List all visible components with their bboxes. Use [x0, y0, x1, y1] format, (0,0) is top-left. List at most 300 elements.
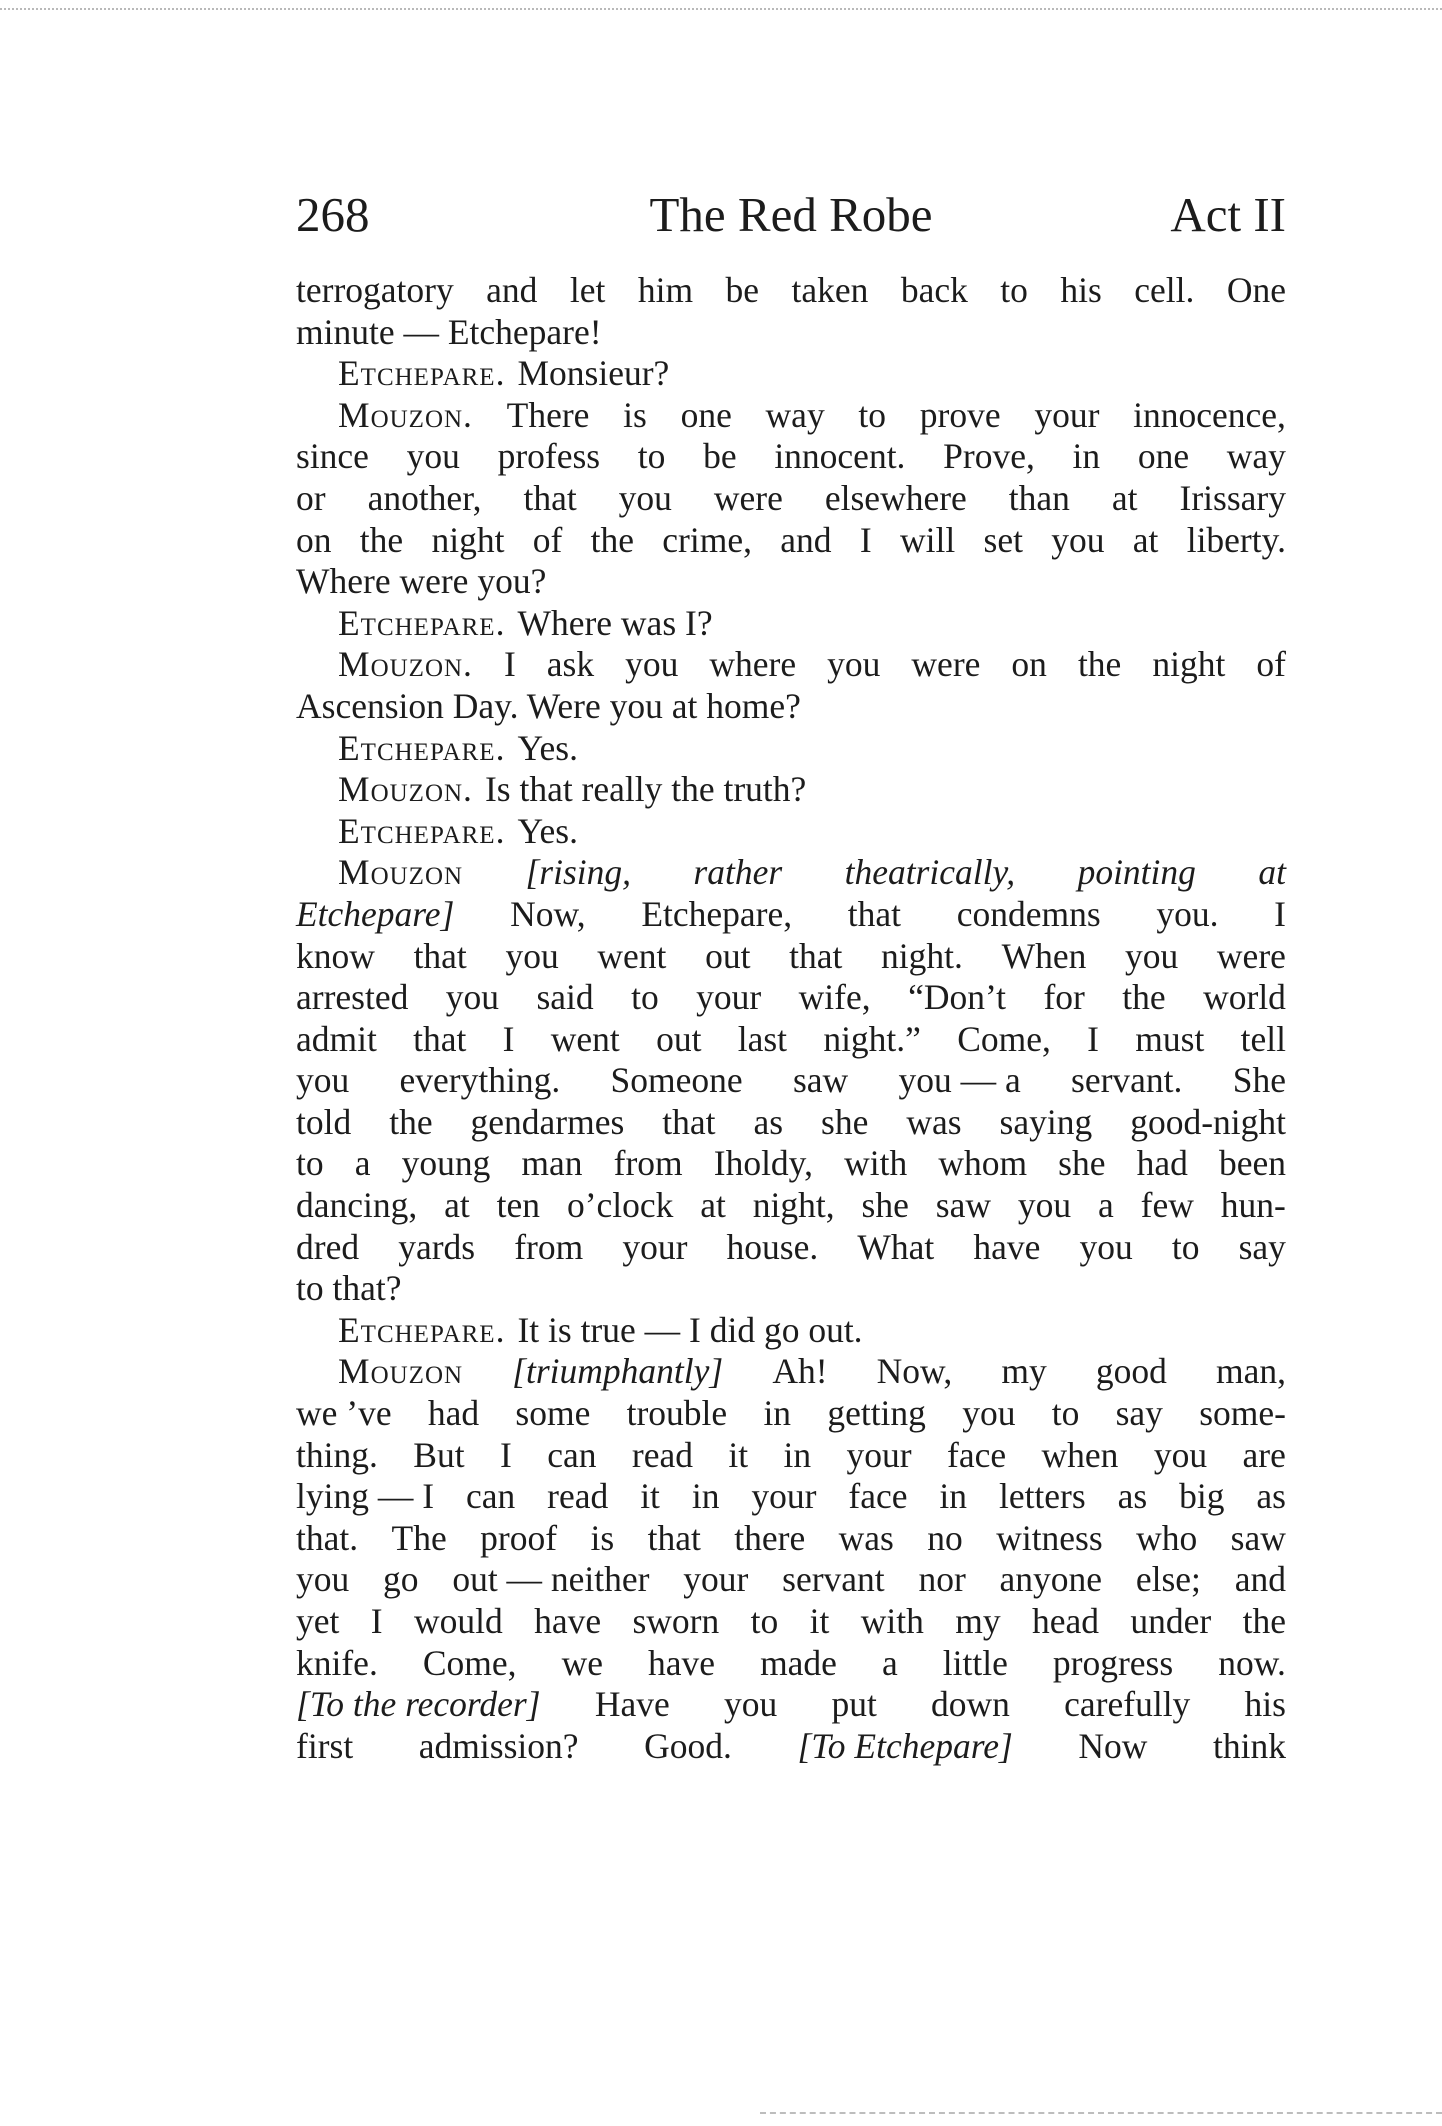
text-segment: a	[1098, 1185, 1114, 1226]
text-segment: I	[859, 519, 872, 560]
text-segment: you	[1051, 519, 1105, 560]
text-segment: saw	[1230, 1517, 1286, 1558]
text-segment: Prove,	[943, 436, 1035, 477]
text-segment: your	[696, 977, 762, 1018]
text-segment: Irissary	[1179, 477, 1286, 518]
text-segment: you	[618, 477, 672, 518]
text-segment: is	[623, 394, 647, 435]
book-title: The Red Robe	[649, 187, 933, 242]
text-segment: I	[370, 1601, 383, 1641]
text-segment: is	[590, 1517, 615, 1558]
text-segment: have	[973, 1226, 1041, 1267]
text-segment: will	[899, 519, 956, 560]
text-segment: witness	[996, 1517, 1103, 1558]
text-line	[296, 1726, 1286, 1768]
text-segment: you	[406, 436, 460, 477]
text-segment: and	[780, 519, 832, 560]
text-segment: had	[427, 1393, 480, 1434]
text-segment: tell	[1240, 1018, 1286, 1059]
text-segment: where	[709, 644, 797, 685]
text-segment: at	[444, 1185, 470, 1226]
text-segment: to	[296, 1143, 324, 1184]
text-segment: the	[359, 519, 404, 560]
text-segment: and	[1234, 1559, 1286, 1600]
text-line	[296, 1351, 1286, 1393]
text-line	[296, 811, 1286, 853]
speaker-name: Mouzon	[338, 852, 464, 893]
text-segment: What	[857, 1226, 935, 1267]
text-segment: you	[1125, 935, 1179, 976]
stage-direction: [To the recorder]	[296, 1684, 541, 1725]
text-segment: I	[1087, 1018, 1099, 1059]
text-segment: we ’ve	[296, 1393, 392, 1434]
text-segment: was	[906, 1101, 962, 1142]
text-line	[296, 1393, 1286, 1435]
text-segment: you	[296, 1060, 350, 1101]
text-segment: thing.	[296, 1434, 378, 1475]
text-segment: taken	[791, 270, 869, 310]
stage-direction: at	[1258, 852, 1286, 893]
text-segment: Someone	[610, 1060, 743, 1101]
text-segment: Ascension Day. Were you at home?	[296, 685, 801, 726]
text-segment: a	[354, 1143, 371, 1184]
text-segment: at	[1111, 477, 1138, 518]
speaker-name: Mouzon.	[338, 394, 473, 435]
text-segment: But	[413, 1434, 465, 1475]
text-segment: under	[1130, 1601, 1212, 1641]
text-segment: cell.	[1134, 270, 1195, 310]
text-segment: say	[1238, 1226, 1286, 1267]
text-segment: admission?	[418, 1725, 579, 1766]
text-segment: Etchepare,	[641, 893, 793, 934]
text-segment: minute — Etchepare!	[296, 311, 602, 352]
text-line	[296, 769, 1286, 811]
text-segment: back	[900, 270, 968, 310]
text-segment: to	[1171, 1226, 1200, 1267]
text-segment: from	[613, 1143, 683, 1184]
text-segment: night	[1152, 644, 1226, 685]
text-segment: Come,	[422, 1642, 517, 1683]
text-segment: I	[503, 644, 516, 685]
text-segment: the	[1242, 1601, 1286, 1641]
text-segment: as	[753, 1101, 784, 1142]
text-segment: man,	[1215, 1351, 1286, 1392]
text-segment: you	[445, 977, 500, 1018]
text-segment: you	[1079, 1226, 1133, 1267]
stage-direction: [rising,	[525, 852, 632, 893]
text-line	[296, 852, 1286, 894]
text-segment: to that?	[296, 1268, 402, 1309]
speaker-name: Etchepare.	[338, 602, 506, 643]
text-segment: set	[983, 519, 1023, 560]
text-segment: say	[1115, 1393, 1163, 1434]
text-segment: trouble	[626, 1393, 728, 1434]
text-segment: be	[725, 270, 760, 310]
text-segment: she	[821, 1101, 869, 1142]
text-line	[296, 644, 1286, 686]
text-segment: his	[1060, 270, 1102, 310]
text-segment: way	[765, 394, 825, 435]
text-segment: terrogatory	[296, 270, 454, 310]
text-segment: face	[848, 1476, 908, 1517]
stage-direction: [triumphantly]	[512, 1351, 724, 1392]
text-segment: at	[1132, 519, 1159, 560]
text-segment: night.”	[823, 1018, 921, 1059]
text-segment: been	[1218, 1143, 1286, 1184]
text-segment: in	[1072, 436, 1101, 477]
text-segment: a	[881, 1642, 898, 1683]
text-segment: down	[931, 1684, 1010, 1725]
text-line	[296, 1518, 1286, 1560]
text-segment: was	[838, 1517, 894, 1558]
text-segment: you	[1017, 1185, 1072, 1226]
text-segment: gendarmes	[470, 1101, 625, 1142]
text-segment: first	[296, 1725, 354, 1766]
text-segment: that	[789, 935, 843, 976]
text-segment: on	[296, 519, 332, 560]
text-segment: that	[647, 1517, 701, 1558]
text-segment: good	[1095, 1351, 1167, 1392]
text-segment: I	[1274, 893, 1286, 934]
text-segment: few	[1140, 1185, 1194, 1226]
text-segment: it	[728, 1434, 749, 1475]
text-segment: knife.	[296, 1642, 378, 1683]
text-segment: went	[550, 1018, 620, 1059]
text-segment: Now	[1078, 1725, 1148, 1766]
text-segment: Monsieur?	[517, 353, 670, 394]
text-segment: anyone	[999, 1559, 1103, 1600]
text-segment: way	[1226, 436, 1286, 477]
text-segment: face	[947, 1434, 1007, 1475]
text-segment: his	[1244, 1684, 1286, 1725]
act-label: Act II	[1170, 187, 1286, 242]
text-segment: can	[547, 1434, 597, 1475]
text-segment: some	[515, 1393, 591, 1434]
text-segment: were	[911, 644, 981, 685]
text-segment: are	[1242, 1434, 1286, 1475]
text-segment: you	[723, 1684, 778, 1725]
text-line	[296, 561, 1286, 603]
text-segment: since	[296, 436, 369, 477]
text-line	[296, 270, 1286, 312]
text-segment: out	[656, 1018, 702, 1059]
text-segment: night.	[881, 935, 963, 976]
text-segment: Yes.	[517, 727, 578, 768]
text-segment: I	[502, 1018, 515, 1059]
text-segment: as	[1117, 1476, 1148, 1517]
text-segment: the	[389, 1101, 433, 1142]
text-line	[296, 1019, 1286, 1061]
text-segment: in	[939, 1476, 968, 1517]
text-segment: let	[569, 270, 606, 310]
text-segment: know	[296, 935, 375, 976]
text-segment: with	[844, 1143, 908, 1184]
text-segment: Now,	[510, 893, 586, 934]
text-segment: The	[391, 1517, 447, 1558]
text-segment: at	[700, 1185, 726, 1226]
text-segment: proof	[480, 1517, 558, 1558]
text-segment: o’clock	[566, 1185, 674, 1226]
text-line	[296, 1559, 1286, 1601]
text-segment: with	[860, 1601, 924, 1641]
scan-edge-top	[0, 8, 1442, 10]
text-segment: in	[691, 1476, 720, 1517]
text-segment: to	[1051, 1393, 1080, 1434]
text-segment: told	[296, 1101, 352, 1142]
text-segment: you	[1153, 1434, 1208, 1475]
text-segment: condemns	[956, 893, 1101, 934]
text-segment: There	[506, 394, 590, 435]
text-segment: admit	[296, 1018, 377, 1059]
text-segment: arrested	[296, 977, 409, 1018]
text-segment: there	[734, 1517, 806, 1558]
text-segment: be	[703, 436, 737, 477]
text-segment: yards	[398, 1226, 476, 1267]
text-segment: would	[413, 1601, 503, 1641]
text-segment: Where were you?	[296, 561, 547, 602]
text-segment: night,	[752, 1185, 835, 1226]
text-segment: Yes.	[517, 810, 578, 851]
text-line	[296, 395, 1286, 437]
text-segment: the	[1077, 644, 1122, 685]
text-segment: your	[846, 1434, 912, 1475]
text-segment: another,	[367, 477, 482, 518]
text-line	[296, 1143, 1286, 1185]
text-segment: on	[1011, 644, 1047, 685]
text-segment: she	[861, 1185, 909, 1226]
text-segment: in	[783, 1434, 812, 1475]
text-segment: were	[1216, 935, 1286, 976]
text-segment: put	[831, 1684, 877, 1725]
text-segment: sworn	[632, 1601, 720, 1641]
text-segment: your	[683, 1559, 749, 1600]
body-text	[296, 270, 1286, 1767]
text-segment: of	[532, 519, 563, 560]
text-segment: you.	[1156, 893, 1219, 934]
text-segment: ask	[546, 644, 595, 685]
text-segment: wife,	[798, 977, 871, 1018]
text-segment: no	[927, 1517, 963, 1558]
text-line	[296, 977, 1286, 1019]
text-segment: dred	[296, 1226, 360, 1267]
text-segment: my	[1001, 1351, 1047, 1392]
text-segment: everything.	[399, 1060, 561, 1101]
text-line	[296, 1185, 1286, 1227]
text-segment: we	[561, 1642, 603, 1683]
text-segment: for	[1043, 977, 1085, 1018]
text-segment: that	[413, 1018, 467, 1059]
text-segment: to	[858, 394, 887, 435]
text-segment: getting	[827, 1393, 926, 1434]
text-segment: Now,	[876, 1351, 953, 1392]
text-segment: said	[536, 977, 594, 1018]
text-segment: crime,	[662, 519, 752, 560]
text-segment: one	[680, 394, 732, 435]
text-segment: that.	[296, 1517, 359, 1558]
text-line	[296, 603, 1286, 645]
text-segment: hun-	[1220, 1185, 1286, 1226]
text-segment: you	[962, 1393, 1016, 1434]
text-segment: you — a	[898, 1060, 1021, 1101]
text-segment: When	[1001, 935, 1087, 976]
text-segment: now.	[1218, 1642, 1286, 1683]
text-segment: him	[637, 270, 694, 310]
text-segment: the	[590, 519, 634, 560]
text-segment: world	[1203, 977, 1286, 1018]
text-line	[296, 436, 1286, 478]
text-segment: whom	[938, 1143, 1028, 1184]
text-segment: else;	[1135, 1559, 1201, 1600]
text-segment: innocence,	[1133, 394, 1286, 435]
text-line	[296, 1060, 1286, 1102]
text-segment: read	[547, 1476, 609, 1517]
text-segment: can	[465, 1476, 516, 1517]
text-segment: than	[1008, 477, 1070, 518]
running-head	[296, 185, 1286, 245]
text-segment: Iholdy,	[713, 1143, 814, 1184]
text-segment: Good.	[644, 1725, 732, 1766]
text-line	[296, 478, 1286, 520]
text-line	[296, 1102, 1286, 1144]
text-line	[296, 520, 1286, 562]
text-line	[296, 1227, 1286, 1269]
text-segment: think	[1213, 1725, 1286, 1766]
text-segment: or	[296, 477, 326, 518]
text-segment: to	[631, 977, 659, 1018]
text-segment: Have	[594, 1684, 670, 1725]
text-segment: saw	[935, 1185, 991, 1226]
speaker-name: Mouzon.	[338, 644, 473, 685]
text-line	[296, 1684, 1286, 1726]
text-segment: made	[760, 1642, 837, 1683]
text-segment: that	[413, 935, 467, 976]
text-segment: your	[751, 1476, 817, 1517]
text-segment: from	[514, 1226, 584, 1267]
text-segment: she	[1058, 1143, 1106, 1184]
text-segment: of	[1256, 644, 1286, 685]
text-segment: some-	[1199, 1393, 1286, 1434]
text-line	[296, 686, 1286, 728]
text-line	[296, 312, 1286, 354]
text-segment: She	[1232, 1060, 1286, 1101]
scan-edge-bottom	[760, 2112, 1442, 2114]
stage-direction: [To Etchepare]	[797, 1725, 1013, 1766]
speaker-name: Etchepare.	[338, 810, 506, 851]
text-segment: elsewhere	[824, 477, 967, 518]
text-segment: you	[625, 644, 679, 685]
page-number: 268	[296, 187, 370, 242]
text-segment: liberty.	[1186, 519, 1286, 560]
text-segment: have	[534, 1601, 602, 1641]
text-segment: out	[705, 935, 751, 976]
text-segment: carefully	[1064, 1684, 1191, 1725]
text-segment: to	[750, 1601, 779, 1641]
text-line	[296, 894, 1286, 936]
text-segment: went	[597, 935, 667, 976]
text-segment: “Don’t	[908, 977, 1007, 1018]
text-line	[296, 936, 1286, 978]
text-segment: had	[1136, 1143, 1188, 1184]
text-segment: who	[1136, 1517, 1198, 1558]
text-segment: have	[648, 1642, 716, 1683]
text-segment: go	[383, 1559, 419, 1600]
text-segment: house.	[726, 1226, 819, 1267]
text-segment: last	[737, 1018, 788, 1059]
text-segment: in	[763, 1393, 792, 1434]
text-segment: night	[431, 519, 505, 560]
stage-direction: rather	[693, 852, 783, 893]
text-segment: the	[1122, 977, 1166, 1018]
text-line	[296, 1268, 1286, 1310]
text-segment: it	[809, 1601, 830, 1641]
text-segment: head	[1031, 1601, 1099, 1641]
text-segment: my	[955, 1601, 1001, 1641]
text-segment: you	[827, 644, 881, 685]
text-segment: to	[1000, 270, 1028, 310]
text-segment: must	[1135, 1018, 1205, 1059]
text-segment: Ah!	[772, 1351, 828, 1392]
text-line	[296, 1643, 1286, 1685]
speaker-name: Etchepare.	[338, 727, 506, 768]
text-segment: big	[1179, 1476, 1225, 1517]
text-segment: Where was I?	[517, 602, 713, 643]
text-segment: prove	[919, 394, 1001, 435]
text-segment: you	[505, 935, 559, 976]
text-line	[296, 1310, 1286, 1352]
text-segment: that	[523, 477, 577, 518]
text-segment: your	[622, 1226, 688, 1267]
text-segment: servant.	[1071, 1060, 1183, 1101]
text-line	[296, 728, 1286, 770]
text-segment: yet	[296, 1601, 340, 1641]
text-segment: lying — I	[296, 1476, 435, 1517]
text-segment: nor	[918, 1559, 966, 1600]
text-segment: profess	[497, 436, 601, 477]
text-segment: as	[1256, 1476, 1286, 1517]
text-segment: young	[401, 1143, 491, 1184]
text-segment: servant	[782, 1559, 885, 1600]
text-line	[296, 1435, 1286, 1477]
text-line	[296, 353, 1286, 395]
text-segment: you	[296, 1559, 350, 1600]
text-line	[296, 1476, 1286, 1518]
text-segment: little	[942, 1642, 1008, 1683]
text-segment: when	[1041, 1434, 1119, 1475]
stage-direction: theatrically,	[844, 852, 1016, 893]
text-segment: read	[631, 1434, 693, 1475]
text-segment: man	[521, 1143, 583, 1184]
text-segment: that	[847, 893, 902, 934]
text-segment: one	[1137, 436, 1190, 477]
stage-direction: pointing	[1077, 852, 1196, 893]
text-line	[296, 1601, 1286, 1643]
text-segment: to	[637, 436, 666, 477]
text-segment: that	[662, 1101, 716, 1142]
text-segment: I	[499, 1434, 512, 1475]
text-segment: dancing,	[296, 1185, 418, 1226]
text-segment: your	[1034, 394, 1100, 435]
text-segment: letters	[998, 1476, 1086, 1517]
text-segment: it	[640, 1476, 660, 1517]
speaker-name: Mouzon	[338, 1351, 464, 1392]
text-segment: ten	[496, 1185, 541, 1226]
text-segment: Is that really the truth?	[484, 769, 807, 810]
stage-direction: Etchepare]	[296, 893, 455, 934]
text-segment: progress	[1052, 1642, 1174, 1683]
text-segment: It is true — I did go out.	[517, 1309, 863, 1350]
text-segment: One	[1226, 270, 1286, 310]
text-segment: good-night	[1130, 1101, 1286, 1142]
